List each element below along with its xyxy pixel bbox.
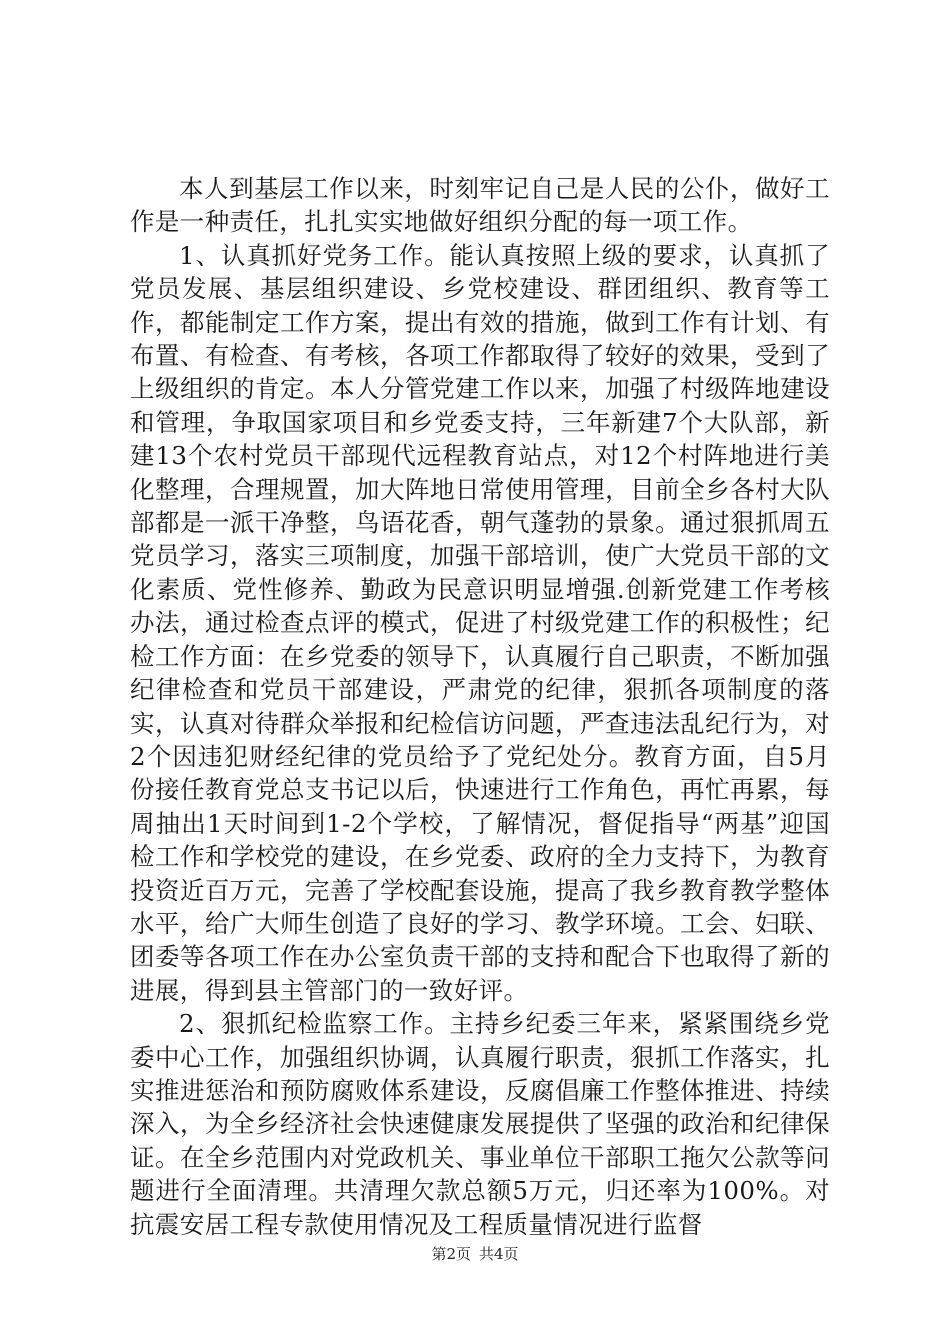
page-number: 第2页: [431, 1245, 471, 1263]
paragraph-discipline-inspection: 2、狠抓纪检监察工作。主持乡纪委三年来，紧紧围绕乡党委中心工作，加强组织协调，认真履行职责，狠抓工作落实，扎实推进惩治和预防腐败体系建设，反腐倡廉工作整体推进、持续深入，为全乡经济社会快速健康发展提供了坚强的政治和纪律保证。在全乡范围内对党政机关、事业单位干部职工拖欠公款等问题进行全面清理。共清理欠款总额5万元，归还率为100%。对抗震安居工程专款使用情况及工程质量情况进行监督: [130, 1009, 830, 1239]
paragraph-intro: 本人到基层工作以来，时刻牢记自己是人民的公仆，做好工作是一种责任，扎扎实实地做好组织分配的每一项工作。: [130, 174, 830, 237]
page-footer: [0, 1244, 950, 1264]
document-body: [130, 172, 830, 1241]
paragraph-party-affairs: 1、认真抓好党务工作。能认真按照上级的要求，认真抓了党员发展、基层组织建设、乡党校建设、群团组织、教育等工作，都能制定工作方案，提出有效的措施，做到工作有计划、有布置、有检查、有考核，各项工作都取得了较好的效果，受到了上级组织的肯定。本人分管党建工作以来，加强了村级阵地建设和管理，争取国家项目和乡党委支持，三年新建7个大队部，新建13个农村党员干部现代远程教育站点，对12个村阵地进行美化整理，合理规置，加大阵地日常使用管理，目前全乡各村大队部都是一派干净整，鸟语花香，朝气蓬勃的景象。通过狠抓周五党员学习，落实三项制度，加强干部培训，使广大党员干部的文化素质、党性修养、勤政为民意识明显增强.创新党建工作考核办法，通过检查点评的模式，促进了村级党建工作的积极性；纪检工作方面：在乡党委的领导下，认真履行自己职责，不断加强纪律检查和党员干部建设，严肃党的纪律，狠抓各项制度的落实，认真对待群众举报和纪检信访问题，严查违法乱纪行为，对2个因违犯财经纪律的党员给予了党纪处分。教育方面，自5月份接任教育党总支书记以后，快速进行工作角色，再忙再累，每周抽出1天时间到1-2个学校，了解情况，督促指导“两基”迎国检工作和学校党的建设，在乡党委、政府的全力支持下，为教育投资近百万元，完善了学校配套设施，提高了我乡教育教学整体水平，给广大师生创造了良好的学习、教学环境。工会、妇联、团委等各项工作在办公室负责干部的支持和配合下也取得了新的进展，得到县主管部门的一致好评。: [130, 240, 830, 1005]
page-total: 共4页: [479, 1245, 519, 1263]
